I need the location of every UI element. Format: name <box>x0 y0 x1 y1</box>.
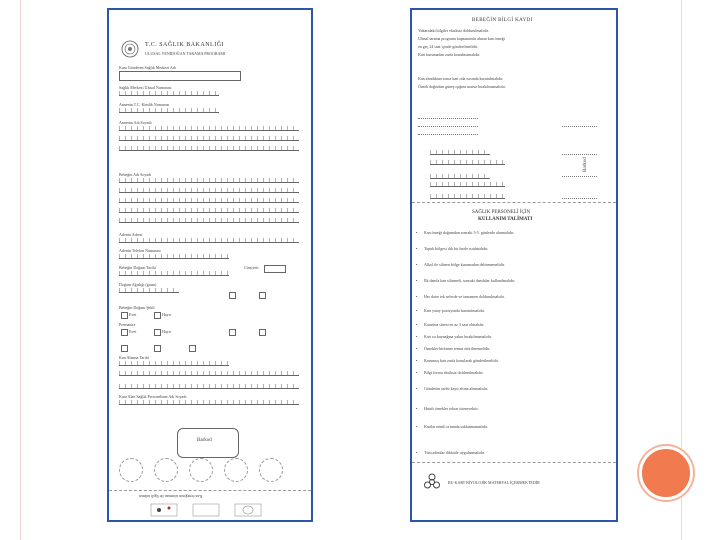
instruction-item: Her daire tek seferde ve tamamen doldurulmalıdır. <box>424 294 505 299</box>
footer-warning: BU KART BİYOLOJİK MATERYAL İÇERMEKTEDİR <box>448 480 540 485</box>
field-boxes[interactable] <box>430 150 490 155</box>
field-label: Ailenin Telefon Numarası <box>119 248 161 253</box>
bullet-icon: • <box>416 386 418 391</box>
field-boxes[interactable] <box>119 208 299 213</box>
barcode-stamp-area <box>177 428 239 458</box>
checkbox[interactable] <box>154 312 161 319</box>
section-title: SAĞLIK PERSONELİ İÇİN <box>472 210 531 215</box>
bullet-icon: • <box>416 262 418 267</box>
checkbox[interactable] <box>189 345 196 352</box>
field-boxes[interactable] <box>430 174 490 179</box>
divider-line <box>412 462 616 463</box>
field-boxes[interactable] <box>119 218 299 223</box>
field-boxes[interactable] <box>119 254 229 259</box>
field-boxes[interactable] <box>119 178 299 183</box>
bottom-note: Kan örneğinin alınması ile ilgili talimat <box>139 494 203 499</box>
left-decoration-strip <box>0 0 21 540</box>
intro-line: Yukarıdaki bilgiler eksiksiz doldurulmalıdır. <box>418 28 489 33</box>
divider-line <box>109 490 311 491</box>
left-screening-form <box>107 8 313 522</box>
checkbox[interactable] <box>229 292 236 299</box>
intro-line: Ulusal tarama programı kapsamında alınan kan örneği <box>418 36 505 41</box>
instruction-item: Kurumuş kart zarfa konularak gönderilmelidir. <box>424 358 499 363</box>
form-title: BEBEĞİN BİLGİ KAYDI <box>472 18 533 23</box>
field-boxes[interactable] <box>119 238 299 243</box>
field-label: Doğum Ağırlığı (gram) <box>119 282 157 287</box>
checkbox[interactable] <box>229 329 236 336</box>
infant-illustration-icon <box>149 503 269 517</box>
ministry-seal-icon <box>121 40 139 58</box>
field-boxes[interactable] <box>119 146 299 151</box>
checkbox[interactable] <box>121 345 128 352</box>
field-label: Kanı Alan Sağlık Personelinin Adı Soyadı <box>119 394 187 399</box>
field-boxes[interactable] <box>119 361 229 366</box>
field-boxes[interactable] <box>430 182 505 187</box>
blood-spot-circle <box>224 458 248 482</box>
field-label: Sağlık Merkezi Ulusal Numarası <box>119 85 172 90</box>
form-subheader: ULUSAL YENİDOĞAN TARAMA PROGRAMI <box>145 51 226 56</box>
bullet-icon: • <box>416 358 418 363</box>
signature-line <box>418 126 478 127</box>
field-boxes[interactable] <box>430 160 505 165</box>
bullet-icon: • <box>416 246 418 251</box>
biohazard-icon <box>422 472 442 492</box>
form-header: T.C. SAĞLIK BAKANLIĞI <box>145 42 225 48</box>
bullet-icon: • <box>416 308 418 313</box>
field-boxes[interactable] <box>119 288 179 293</box>
bullet-icon: • <box>416 294 418 299</box>
signature-line <box>562 154 597 155</box>
field-box[interactable] <box>119 71 241 81</box>
field-boxes[interactable] <box>430 194 505 199</box>
field-label: Bebeğin Adı Soyadı <box>119 172 152 177</box>
field-label: Annenin Adı Soyadı <box>119 120 152 125</box>
bullet-icon: • <box>416 450 418 455</box>
checkbox[interactable] <box>121 312 128 319</box>
checkbox[interactable] <box>154 329 161 336</box>
field-boxes[interactable] <box>119 371 299 376</box>
blood-spot-circle <box>259 458 283 482</box>
instruction-item: Örnekler birbirine temas ettirilmemelidir. <box>424 346 491 351</box>
checkbox[interactable] <box>121 329 128 336</box>
blood-spot-circle <box>189 458 213 482</box>
signature-line <box>418 118 478 119</box>
instruction-item: Kan örneği doğumdan sonraki 3-5. günlerde alınmalıdır. <box>424 230 515 235</box>
instruction-item: Kart yatay pozisyonda kurutulmalıdır. <box>424 308 485 313</box>
instruction-item: Gönderim tarihi kayıt altına alınmalıdır. <box>424 386 488 391</box>
signature-line <box>562 126 597 127</box>
option-label: Hayır <box>162 312 172 317</box>
blood-spot-circle <box>119 458 143 482</box>
field-boxes[interactable] <box>119 126 299 131</box>
field-boxes[interactable] <box>119 136 299 141</box>
field-boxes[interactable] <box>119 384 299 389</box>
field-label: Kanı Gönderen Sağlık Merkezi Adı <box>119 65 176 70</box>
checkbox[interactable] <box>259 329 266 336</box>
field-boxes[interactable] <box>119 198 299 203</box>
divider-line <box>412 202 616 203</box>
barcode-label: Barkod <box>582 157 588 172</box>
gender-label: Cinsiyeti <box>244 265 259 270</box>
field-boxes[interactable] <box>119 108 219 113</box>
gender-box[interactable] <box>264 265 286 273</box>
instruction-item: Tüm adımlar dikkatle uygulanmalıdır. <box>424 450 485 455</box>
bullet-icon: • <box>416 370 418 375</box>
signature-line <box>562 176 597 177</box>
checkbox[interactable] <box>154 345 161 352</box>
bullet-icon: • <box>416 230 418 235</box>
instruction-item: Topuk bölgesi ılık bir bezle ısıtılmalıdır. <box>424 246 489 251</box>
intro-line: en geç 24 saat içinde gönderilmelidir. <box>418 44 478 49</box>
field-label: Bebeğin Doğum Tarihi <box>119 265 156 270</box>
signature-line <box>562 198 597 199</box>
orange-circle-decoration <box>639 446 693 500</box>
bullet-icon: • <box>416 346 418 351</box>
bullet-icon: • <box>416 424 418 429</box>
field-label: Ailenin Adresi <box>119 232 143 237</box>
field-boxes[interactable] <box>119 91 219 96</box>
instruction-item: İlk damla kan silinmeli, sonraki damlalar kullanılmalıdır. <box>424 278 516 283</box>
right-instruction-form <box>410 8 618 522</box>
instruction-item: Alkol ile silinen bölge kurumadan delinmemelidir. <box>424 262 505 267</box>
field-label: Prematüre <box>119 322 136 327</box>
bullet-icon: • <box>416 406 418 411</box>
intro-line: Kan alındıktan sonra kart oda ısısında kurutulmalıdır. <box>418 76 504 81</box>
blood-spot-circle <box>154 458 178 482</box>
field-boxes[interactable] <box>119 188 299 193</box>
intro-line: Örnek doğrudan güneş ışığına maruz bırakılmamalıdır. <box>418 84 506 89</box>
bullet-icon: • <box>416 334 418 339</box>
option-label: Evet <box>129 329 137 334</box>
field-boxes[interactable] <box>119 271 229 276</box>
field-boxes[interactable] <box>119 400 299 405</box>
option-label: Hayır <box>162 329 172 334</box>
intro-line: Kart kurumadan zarfa konulmamalıdır. <box>418 52 481 57</box>
field-label: Annenin T.C. Kimlik Numarası <box>119 102 170 107</box>
section-subtitle: KULLANIM TALİMATI <box>478 217 533 222</box>
instruction-item: Kurutma süresi en az 3 saat olmalıdır. <box>424 322 485 327</box>
field-label: Kan Alınma Tarihi <box>119 355 149 360</box>
barcode-label: Barkod <box>197 438 212 443</box>
signature-line <box>418 134 478 135</box>
bullet-icon: • <box>416 278 418 283</box>
instruction-item: Kartlar nemli ortamda saklanmamalıdır. <box>424 424 488 429</box>
checkbox[interactable] <box>259 292 266 299</box>
field-label: Bebeğin Doğum Şekli <box>119 305 155 310</box>
instruction-item: Kart ısı kaynağına yakın bırakılmamalıdır. <box>424 334 492 339</box>
bullet-icon: • <box>416 322 418 327</box>
instruction-item: Bilgi formu eksiksiz doldurulmalıdır. <box>424 370 484 375</box>
instruction-item: Hatalı örnekler tekrar istenecektir. <box>424 406 479 411</box>
option-label: Evet <box>129 312 137 317</box>
